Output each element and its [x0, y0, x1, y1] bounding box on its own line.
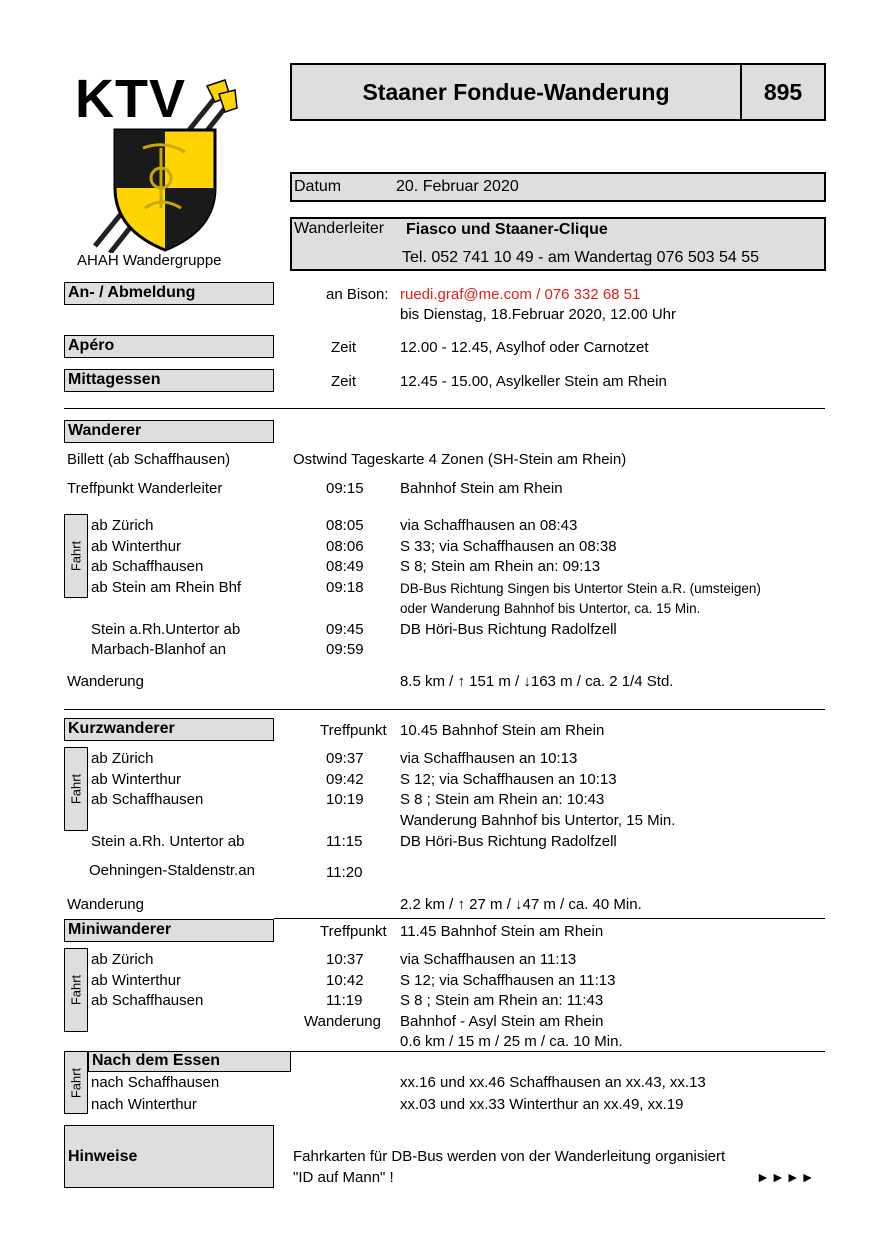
list-item-time: 10:37 [326, 951, 364, 968]
logo-text: KTV [75, 69, 186, 129]
bus-info: DB Höri-Bus Richtung Radolfzell [400, 833, 617, 850]
apero-label: Zeit [331, 339, 357, 356]
bus-from: Stein a.Rh. Untertor ab [91, 833, 245, 850]
list-item-time: 10:42 [326, 972, 364, 989]
list-item-info: S 8 ; Stein am Rhein an: 10:43 [400, 791, 605, 808]
treffpunkt-place: Bahnhof Stein am Rhein [400, 480, 563, 497]
list-item-info: xx.16 und xx.46 Schaffhausen an xx.43, xx.13 [400, 1074, 706, 1091]
list-item-from: ab Winterthur [91, 538, 182, 555]
list-item-time: 08:06 [326, 538, 364, 555]
wanderer-heading: Wanderer [64, 420, 274, 443]
kurz-treff-value: 10.45 Bahnhof Stein am Rhein [400, 722, 605, 739]
list-item-info: via Schaffhausen an 11:13 [400, 951, 577, 968]
list-item-time: 08:05 [326, 517, 364, 534]
mittagessen-value: 12.45 - 15.00, Asylkeller Stein am Rhein [400, 373, 667, 390]
arrival-from: Oehningen-Staldenstr.an [89, 862, 255, 879]
datum-value: 20. Februar 2020 [396, 178, 519, 195]
datum-box [290, 172, 826, 202]
page-title: Staaner Fondue-Wanderung [362, 79, 670, 105]
list-item-from: ab Schaffhausen [91, 791, 204, 808]
list-item-from: ab Zürich [91, 951, 154, 968]
list-item-time: 09:37 [326, 750, 364, 767]
list-item-to: nach Winterthur [91, 1096, 197, 1113]
logo-subtitle: AHAH Wandergruppe [77, 252, 222, 269]
fahrt-tab: Fahrt [64, 514, 88, 598]
list-item-time: 08:49 [326, 558, 364, 575]
list-item-from: ab Schaffhausen [91, 558, 204, 575]
billett-label: Billett (ab Schaffhausen) [67, 451, 231, 468]
list-item-time: 09:42 [326, 771, 364, 788]
list-item-info: S 12; via Schaffhausen an 11:13 [400, 972, 616, 989]
hinweise-heading [64, 1125, 274, 1188]
treffpunkt-label: Treffpunkt Wanderleiter [67, 480, 223, 497]
divider [64, 408, 825, 409]
list-item-info: DB-Bus Richtung Singen bis Untertor Stein a.R. (umsteigen) [400, 581, 761, 596]
hinweise-line2: "ID auf Mann" ! [293, 1169, 394, 1186]
anmeldung-heading: An- / Abmeldung [64, 282, 274, 305]
list-item-info: xx.03 und xx.33 Winterthur an xx.49, xx.19 [400, 1096, 684, 1113]
wanderung-label: Wanderung [67, 896, 144, 913]
list-item-info: via Schaffhausen an 10:13 [400, 750, 578, 767]
crest-icon [65, 68, 265, 253]
wanderleiter-name: Fiasco und Staaner-Clique [406, 221, 608, 238]
wanderung-value: 8.5 km / ↑ 151 m / ↓163 m / ca. 2 1/4 Std. [400, 673, 674, 690]
anmeldung-deadline: bis Dienstag, 18.Februar 2020, 12.00 Uhr [400, 306, 676, 323]
fahrt-tab: Fahrt [64, 1051, 88, 1114]
kurz-treff-label: Treffpunkt [320, 722, 387, 739]
list-item-from: ab Stein am Rhein Bhf [91, 579, 242, 596]
nach-heading: Nach dem Essen [88, 1051, 291, 1072]
list-item-from: ab Winterthur [91, 771, 182, 788]
arrival-from: Marbach-Blanhof an [91, 641, 227, 658]
list-item-to: nach Schaffhausen [91, 1074, 220, 1091]
list-item-time: 11:19 [326, 992, 363, 1009]
list-item-extra: oder Wanderung Bahnhof bis Untertor, ca. 15 Min. [400, 601, 701, 616]
list-item-info: S 8 ; Stein am Rhein an: 11:43 [400, 992, 604, 1009]
mini-treff-value: 11.45 Bahnhof Stein am Rhein [400, 923, 604, 940]
wanderung-detail: 0.6 km / 15 m / 25 m / ca. 10 Min. [400, 1033, 623, 1050]
arrows-icon: ►►►► [756, 1169, 816, 1185]
divider [64, 709, 825, 710]
list-item-info: S 33; via Schaffhausen an 08:38 [400, 538, 617, 555]
wanderung-value: 2.2 km / ↑ 27 m / ↓47 m / ca. 40 Min. [400, 896, 642, 913]
mittagessen-heading: Mittagessen [64, 369, 274, 392]
list-item-info: S 12; via Schaffhausen an 10:13 [400, 771, 617, 788]
list-item-info: S 8; Stein am Rhein an: 09:13 [400, 558, 601, 575]
mini-heading: Miniwanderer [64, 919, 274, 942]
page-number: 895 [763, 79, 803, 105]
logo [65, 68, 265, 273]
divider [274, 918, 825, 919]
kurz-heading: Kurzwanderer [64, 718, 274, 741]
list-item-info: via Schaffhausen an 08:43 [400, 517, 578, 534]
bus-from: Stein a.Rh.Untertor ab [91, 621, 241, 638]
list-item-from: ab Zürich [91, 750, 154, 767]
anmeldung-label: an Bison: [326, 286, 389, 303]
list-item-time: 10:19 [326, 791, 364, 808]
hinweise-label: Hinweise [68, 1148, 138, 1165]
list-item-extra: Wanderung Bahnhof bis Untertor, 15 Min. [400, 812, 676, 829]
divider [290, 1051, 825, 1052]
anmeldung-contact[interactable]: ruedi.graf@me.com / 076 332 68 51 [400, 286, 641, 303]
bus-time: 11:15 [326, 833, 363, 850]
datum-label: Datum [294, 178, 342, 195]
wanderung-label: Wanderung [67, 673, 144, 690]
arrival-time: 09:59 [326, 641, 364, 658]
list-item-from: ab Winterthur [91, 972, 182, 989]
wanderleiter-tel: Tel. 052 741 10 49 - am Wandertag 076 503 54 55 [402, 249, 759, 266]
mittagessen-label: Zeit [331, 373, 357, 390]
arrival-time: 11:20 [326, 864, 363, 881]
hinweise-line1: Fahrkarten für DB-Bus werden von der Wanderleitung organisiert [293, 1148, 726, 1165]
wanderung-label: Wanderung [304, 1013, 381, 1030]
mini-treff-label: Treffpunkt [320, 923, 387, 940]
wanderung-value: Bahnhof - Asyl Stein am Rhein [400, 1013, 604, 1030]
billett-value: Ostwind Tageskarte 4 Zonen (SH-Stein am Rhein) [293, 451, 627, 468]
apero-heading: Apéro [64, 335, 274, 358]
list-item-time: 09:18 [326, 579, 364, 596]
list-item-from: ab Zürich [91, 517, 154, 534]
treffpunkt-time: 09:15 [326, 480, 364, 497]
fahrt-tab: Fahrt [64, 948, 88, 1032]
bus-info: DB Höri-Bus Richtung Radolfzell [400, 621, 617, 638]
list-item-from: ab Schaffhausen [91, 992, 204, 1009]
apero-value: 12.00 - 12.45, Asylhof oder Carnotzet [400, 339, 649, 356]
bus-time: 09:45 [326, 621, 364, 638]
fahrt-tab: Fahrt [64, 747, 88, 831]
wanderleiter-label: Wanderleiter [294, 220, 385, 237]
